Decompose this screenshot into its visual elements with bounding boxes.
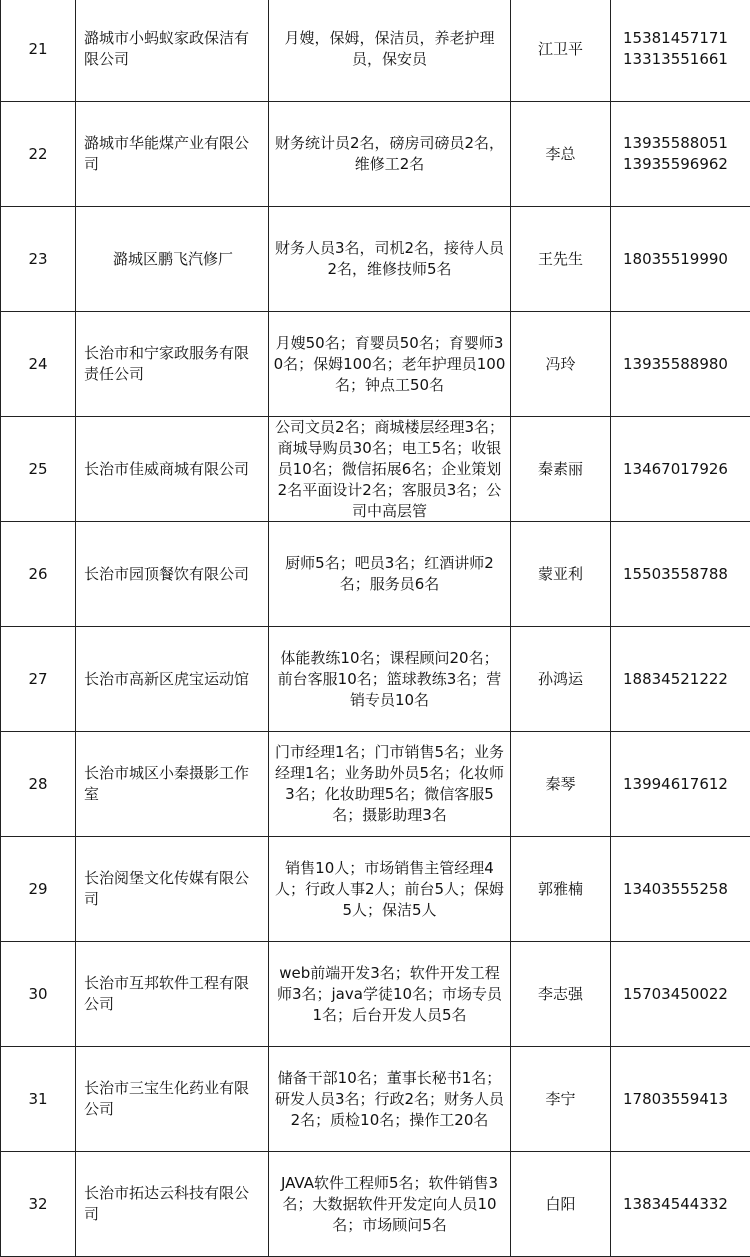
phone-numbers [611,0,750,102]
company-name: 长治阅堡文化传媒有限公司 [76,837,269,942]
job-positions [269,0,511,102]
company-name: 长治市拓达云科技有限公司 [76,1152,269,1257]
row-number: 24 [1,312,76,417]
phone-numbers [611,207,750,312]
phone-number: 13467017926 [623,459,744,480]
job-positions-text: 厨师5名；吧员3名；红酒讲师2名；服务员6名 [273,553,506,595]
table-row [1,1152,750,1257]
job-positions-text: 体能教练10名；课程顾问20名；前台客服10名；篮球教练3名；营销专员10名 [273,648,506,711]
job-positions-text: 销售10人；市场销售主管经理4人；行政人事2人；前台5人；保姆5人；保洁5人 [273,858,506,921]
job-positions [269,627,511,732]
phone-number: 15381457171 [623,28,744,49]
phone-numbers [611,1047,750,1152]
contact-person: 秦素丽 [511,417,611,522]
contact-person: 李总 [511,102,611,207]
table-row [1,942,750,1047]
contact-person: 孙鸿运 [511,627,611,732]
table-row [1,417,750,522]
phone-numbers [611,1152,750,1257]
table-row [1,522,750,627]
company-name: 长治市高新区虎宝运动馆 [76,627,269,732]
company-name: 潞城区鹏飞汽修厂 [76,207,269,312]
job-positions [269,312,511,417]
company-name: 长治市城区小秦摄影工作室 [76,732,269,837]
table-row [1,102,750,207]
phone-numbers [611,942,750,1047]
contact-person: 郭雅楠 [511,837,611,942]
table-row [1,732,750,837]
company-name: 长治市园顶餐饮有限公司 [76,522,269,627]
phone-number: 17803559413 [623,1089,744,1110]
table-row [1,627,750,732]
table-row [1,1047,750,1152]
phone-number: 13313551661 [623,49,744,70]
phone-number: 13935588051 [623,133,744,154]
row-number: 22 [1,102,76,207]
job-positions [269,522,511,627]
phone-numbers [611,627,750,732]
job-positions [269,417,511,522]
phone-number: 13834544332 [623,1194,744,1215]
job-positions [269,102,511,207]
job-positions-text: web前端开发3名；软件开发工程师3名；java学徒10名；市场专员1名；后台开发人员5名 [273,963,506,1026]
job-positions-text: 公司文员2名；商城楼层经理3名；商城导购员30名；电工5名；收银员10名；微信拓展6名；企业策划2名平面设计2名；客服员3名；公司中高层管 [273,417,506,521]
contact-person: 秦琴 [511,732,611,837]
row-number: 25 [1,417,76,522]
row-number: 26 [1,522,76,627]
contact-person: 冯玲 [511,312,611,417]
phone-number: 13935596962 [623,154,744,175]
job-positions [269,837,511,942]
company-name: 潞城市小蚂蚁家政保洁有限公司 [76,0,269,102]
phone-number: 13403555258 [623,879,744,900]
job-positions-text: 财务人员3名，司机2名，接待人员2名，维修技师5名 [273,238,506,280]
job-positions-text: 月嫂，保姆，保洁员，养老护理员，保安员 [273,28,506,70]
phone-numbers [611,102,750,207]
job-positions-text: 储备干部10名；董事长秘书1名；研发人员3名；行政2名；财务人员2名；质检10名；操作工20名 [273,1068,506,1131]
company-name: 长治市和宁家政服务有限责任公司 [76,312,269,417]
row-number: 21 [1,0,76,102]
phone-number: 13935588980 [623,354,744,375]
job-positions-text: 门市经理1名；门市销售5名；业务经理1名；业务助外员5名；化妆师3名；化妆助理5名；微信客服5名；摄影助理3名 [273,742,506,826]
row-number: 23 [1,207,76,312]
table-row [1,207,750,312]
phone-numbers [611,732,750,837]
phone-number: 13994617612 [623,774,744,795]
company-name: 长治市三宝生化药业有限公司 [76,1047,269,1152]
job-positions [269,1047,511,1152]
phone-number: 18035519990 [623,249,744,270]
phone-number: 18834521222 [623,669,744,690]
row-number: 31 [1,1047,76,1152]
contact-person: 江卫平 [511,0,611,102]
job-positions-text: 月嫂50名；育婴员50名；育婴师30名；保姆100名；老年护理员100名；钟点工50名 [273,333,506,396]
table-row [1,312,750,417]
row-number: 30 [1,942,76,1047]
row-number: 32 [1,1152,76,1257]
contact-person: 李宁 [511,1047,611,1152]
job-positions-text: 财务统计员2名，磅房司磅员2名，维修工2名 [273,133,506,175]
phone-numbers [611,417,750,522]
row-number: 29 [1,837,76,942]
phone-numbers [611,837,750,942]
phone-number: 15503558788 [623,564,744,585]
table-row [1,0,750,102]
contact-person: 蒙亚利 [511,522,611,627]
contact-person: 王先生 [511,207,611,312]
table-row [1,837,750,942]
contact-person: 白阳 [511,1152,611,1257]
row-number: 28 [1,732,76,837]
row-number: 27 [1,627,76,732]
company-name: 长治市佳威商城有限公司 [76,417,269,522]
phone-numbers [611,522,750,627]
job-positions [269,1152,511,1257]
phone-number: 15703450022 [623,984,744,1005]
job-positions [269,732,511,837]
job-positions [269,942,511,1047]
company-name: 长治市互邦软件工程有限公司 [76,942,269,1047]
job-positions [269,207,511,312]
company-name: 潞城市华能煤产业有限公司 [76,102,269,207]
phone-numbers [611,312,750,417]
table-body [1,0,750,1257]
job-positions-text: JAVA软件工程师5名；软件销售3名；大数据软件开发定向人员10名；市场顾问5名 [273,1173,506,1236]
contact-person: 李志强 [511,942,611,1047]
